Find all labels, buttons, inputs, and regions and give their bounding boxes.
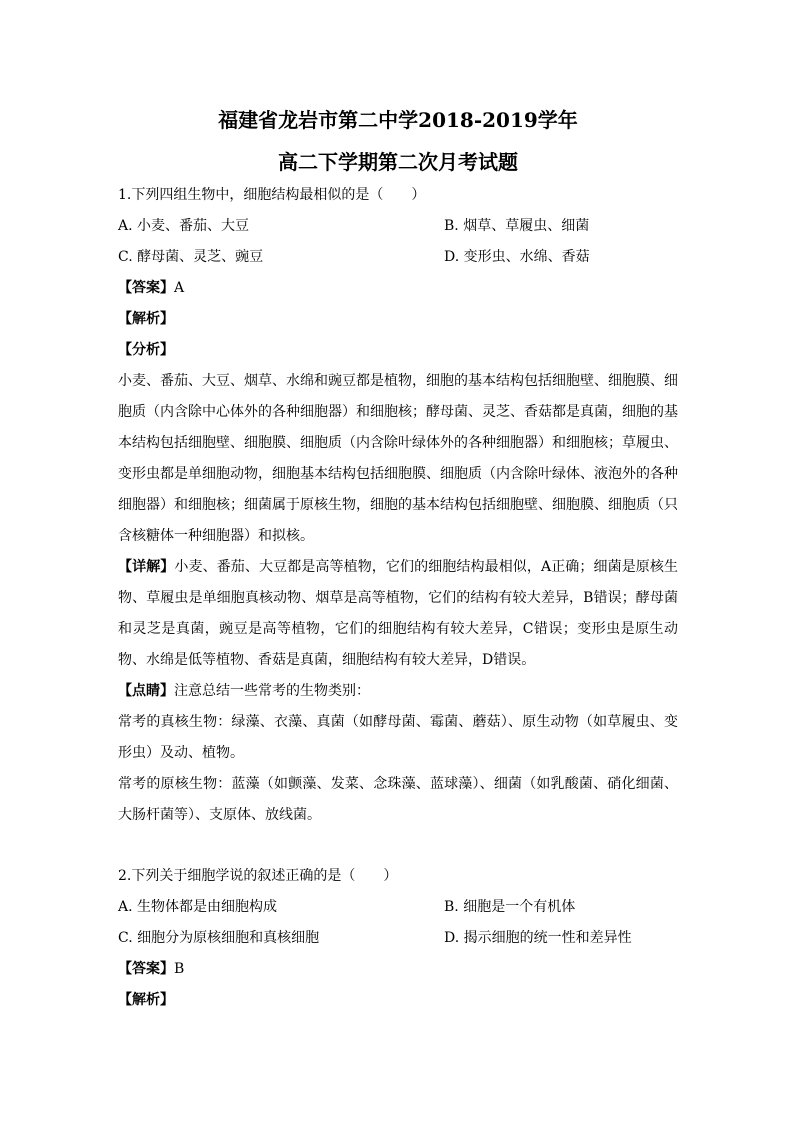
question-2-option-a: A. 生物体都是由细胞构成 [118,899,278,915]
question-spacer [118,831,678,861]
question-1-option-a: A. 小麦、番茄、大豆 [118,218,250,234]
question-1-dianjing [118,676,678,707]
question-1-stem: 1.下列四组生物中，细胞结构最相似的是（ ） [118,187,426,203]
question-2-options-row-1 [118,892,678,923]
question-1-answer [118,273,678,304]
question-1-options-row-2 [118,242,678,273]
question-1-yuanhe-text: 常考的原核生物：蓝藻（如颤藻、发菜、念珠藻、蓝球藻）、细菌（如乳酸菌、硝化细菌、大肠杆菌等）、支原体、放线菌。 [118,776,678,823]
question-1-options-row-1 [118,211,678,242]
xiangjie-text: 小麦、番茄、大豆都是高等植物，它们的细胞结构最相似，A正确；细菌是原核生物、草履虫是单细胞真核动物、烟草是高等植物，它们的结构有较大差异，B错误；酵母菌和灵芝是真菌，豌豆是高等植物，它们的细胞结构有较大差异，C错误；变形虫是原生动物、水绵是低等植物、香菇是真菌，细胞结构有较大差异，D错误。 [118,559,679,668]
answer-tag: 【答案】 [118,280,174,296]
question-2-jiexi-tag: 【解析】 [118,992,174,1008]
question-1-option-d: D. 变形虫、水绵、香菇 [444,249,590,265]
question-2-options-row-2 [118,923,678,954]
question-2-option-b: B. 细胞是一个有机体 [444,899,576,915]
question-2-answer [118,954,678,985]
dianjing-text: 注意总结一些常考的生物类别： [174,683,370,699]
question-2-option-d: D. 揭示细胞的统一性和差异性 [444,930,632,946]
document-page [118,96,678,1016]
document-title-line1: 福建省龙岩市第二中学2018-2019学年 [218,108,578,132]
answer-value: A [174,280,185,296]
question-2-stem: 2.下列关于细胞学说的叙述正确的是（ ） [118,868,398,884]
question-1-zhenhe-text: 常考的真核生物：绿藻、衣藻、真菌（如酵母菌、霉菌、蘑菇）、原生动物（如草履虫、变形虫）及动、植物。 [118,714,678,761]
xiangjie-tag: 【详解】 [118,559,175,575]
question-2 [118,861,678,1016]
question-1 [118,180,678,831]
document-title-line2: 高二下学期第二次月考试题 [278,150,518,174]
dianjing-tag: 【点睛】 [118,683,174,699]
answer-value: B [174,961,185,977]
question-2-option-c: C. 细胞分为原核细胞和真核细胞 [118,930,320,946]
question-1-jiexi-tag: 【解析】 [118,311,174,327]
question-1-fenxi-tag: 【分析】 [118,342,174,358]
question-1-fenxi-text: 小麦、番茄、大豆、烟草、水绵和豌豆都是植物，细胞的基本结构包括细胞壁、细胞膜、细胞质（内含除中心体外的各种细胞器）和细胞核；酵母菌、灵芝、香菇都是真菌，细胞的基本结构包括细胞壁、细胞膜、细胞质（内含除叶绿体外的各种细胞器）和细胞核；草履虫、变形虫都是单细胞动物，细胞基本结构包括细胞膜、细胞质（内含除叶绿体、液泡外的各种细胞器）和细胞核；细菌属于原核生物，细胞的基本结构包括细胞壁、细胞膜、细胞质（只含核糖体一种细胞器）和拟核。 [118,373,678,544]
answer-tag: 【答案】 [118,961,174,977]
question-1-xiangjie [118,552,678,676]
question-1-option-b: B. 烟草、草履虫、细菌 [444,218,590,234]
question-1-option-c: C. 酵母菌、灵芝、豌豆 [118,249,264,265]
